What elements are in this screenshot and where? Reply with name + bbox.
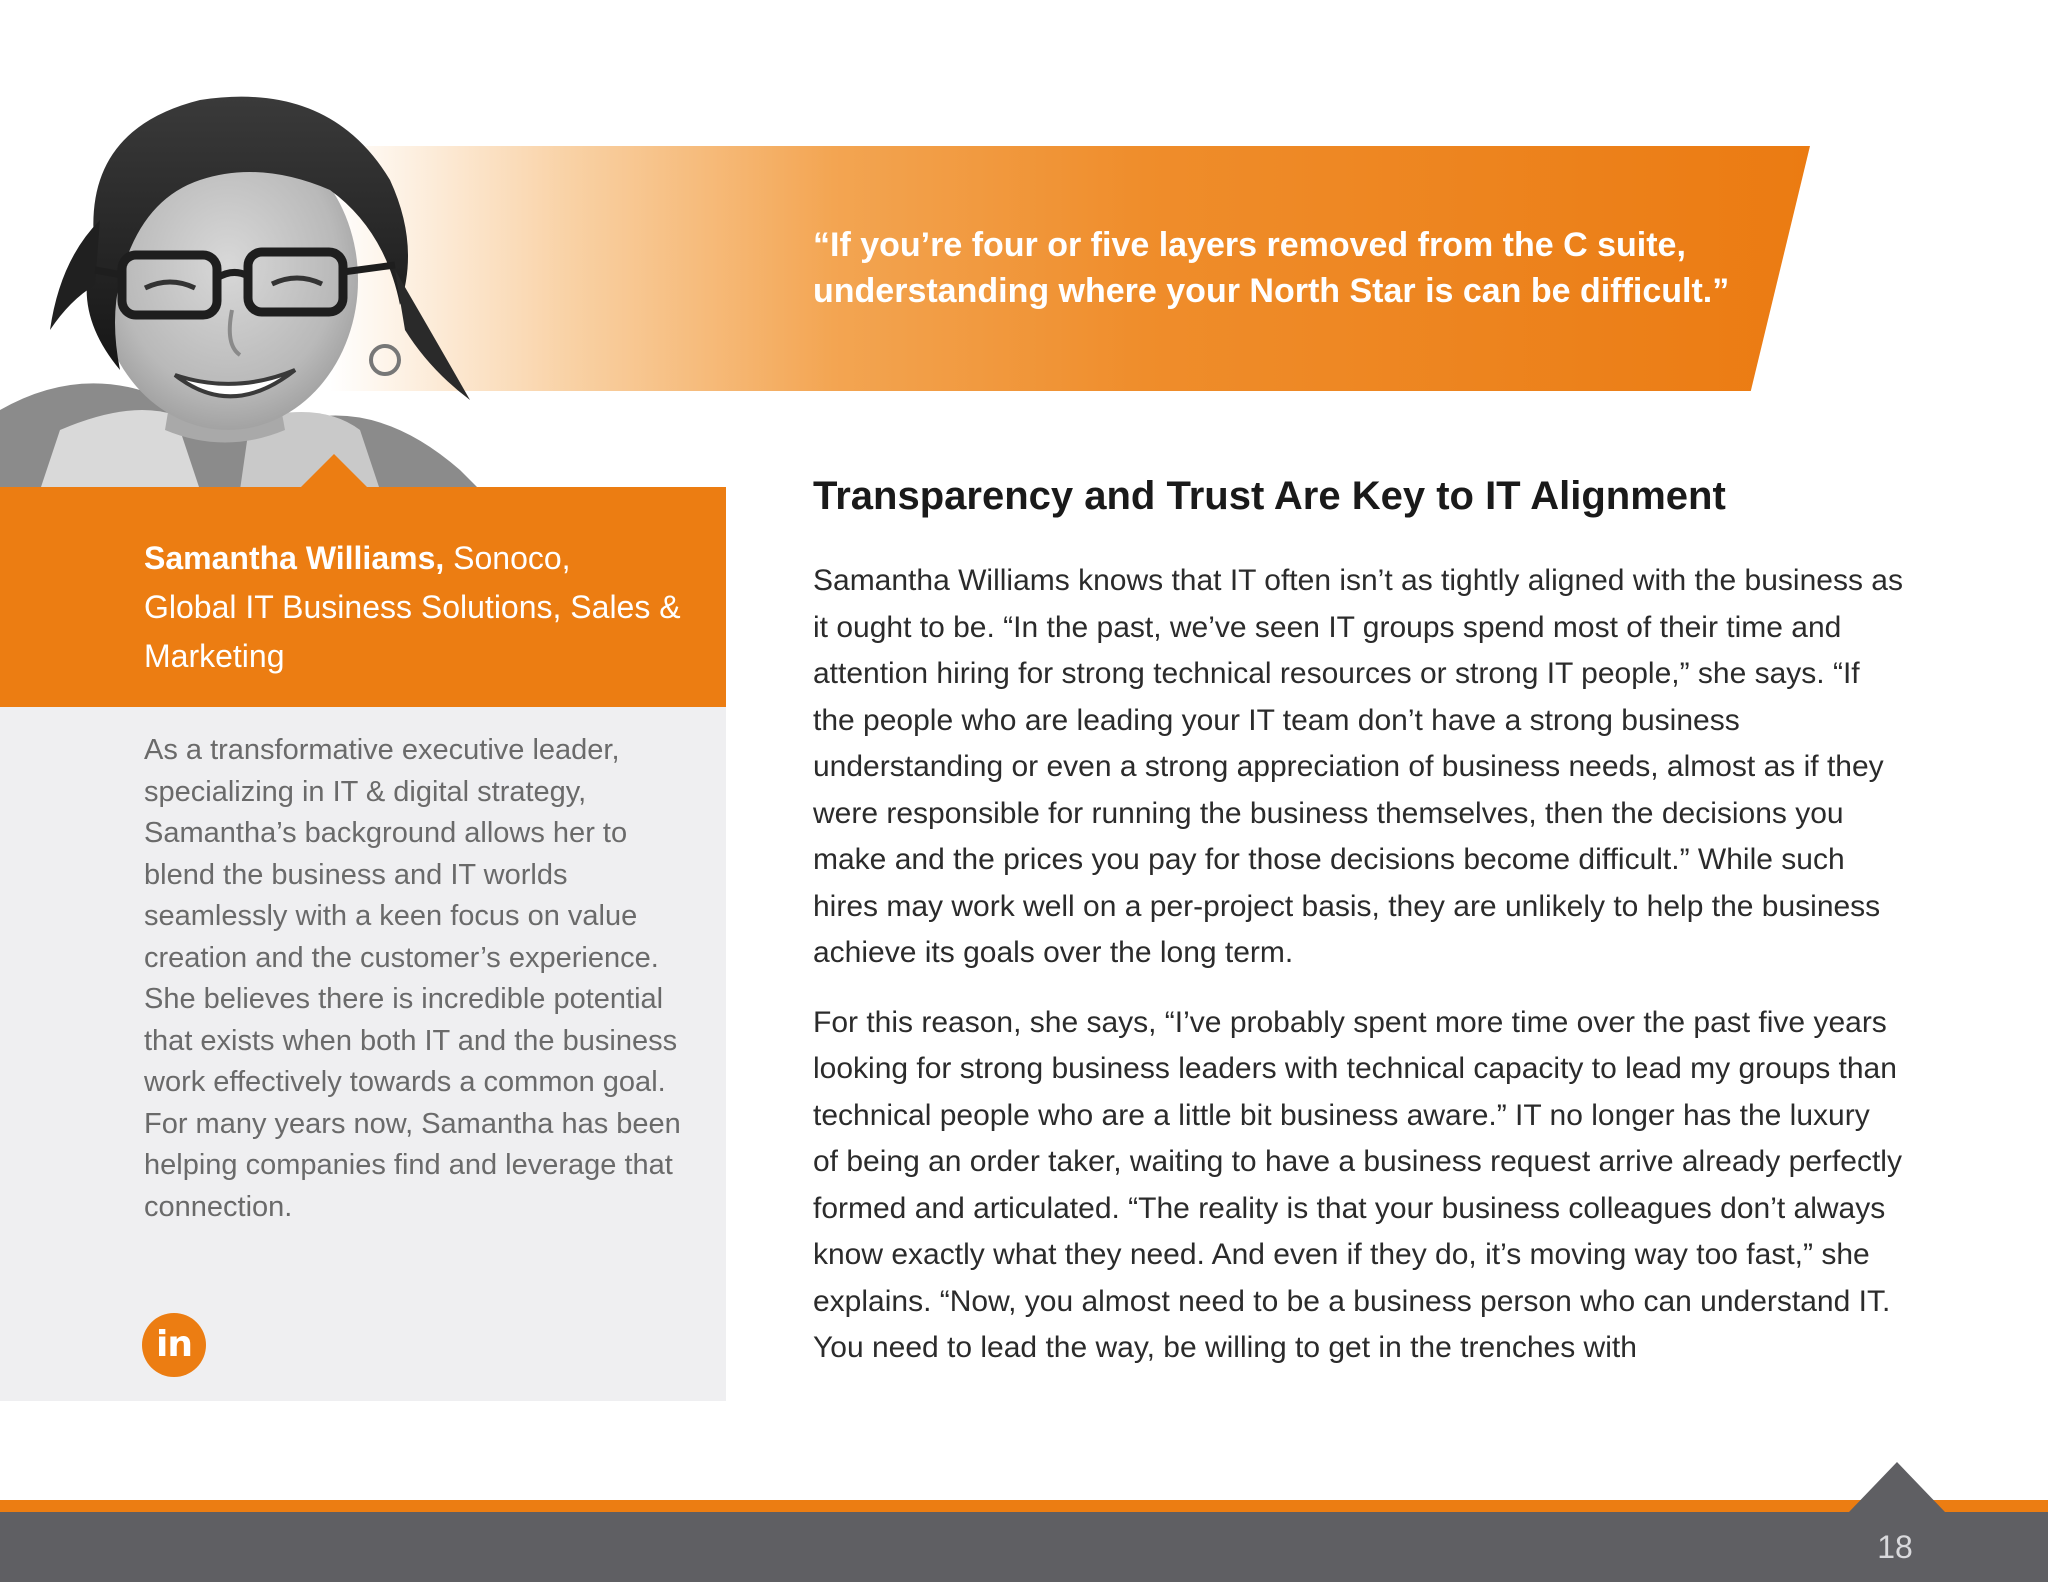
profile-title: Global IT Business Solutions, Sales & Marketing <box>144 589 681 674</box>
page-number: 18 <box>1877 1529 1913 1565</box>
article-body <box>813 558 1903 1395</box>
profile-company: Sonoco, <box>444 540 571 576</box>
profile-name: Samantha Williams, <box>144 540 445 576</box>
profile-name-block <box>144 534 714 681</box>
footer-notch <box>1849 1462 1945 1512</box>
footer-accent-line <box>0 1500 2048 1512</box>
linkedin-icon[interactable]: in <box>142 1313 206 1377</box>
article-paragraph-1: Samantha Williams knows that IT often isn’t as tightly aligned with the business as it ought to be. “In the past, we’ve seen IT groups spend most of their time and attention hiring for strong technical resources or strong IT people,” she says. “If the people who are leading your IT team don’t have a strong business understanding or even a strong appreciation of business needs, almost as if they were responsible for running the business themselves, then the decisions you make and the prices you pay for those decisions become difficult.” While such hires may work well on a per-project basis, they are unlikely to help the business achieve its goals over the long term. <box>813 564 1903 969</box>
pull-quote-line-2: understanding where your North Star is can be difficult.” <box>813 272 1730 310</box>
footer-bar <box>0 1512 2048 1582</box>
article-heading: Transparency and Trust Are Key to IT Alignment <box>813 474 1726 518</box>
pull-quote-line-1: “If you’re four or five layers removed from the C suite, <box>813 226 1686 264</box>
portrait-photo <box>0 70 500 490</box>
profile-bio: As a transformative executive leader, specializing in IT & digital strategy, Samantha’s background allows her to blend the business and IT worlds seamlessly with a keen focus on value creation and the customer’s experience. She believes there is incredible potential that exists when both IT and the business work effectively towards a common goal. For many years now, Samantha has been helping companies find and leverage that connection. <box>144 734 681 1223</box>
pull-quote <box>813 222 1773 314</box>
article-paragraph-2: For this reason, she says, “I’ve probably spent more time over the past five years looking for strong business leaders with technical capacity to lead my groups than technical people who are a little bit business aware.” IT no longer has the luxury of being an order taker, waiting to have a business request arrive already perfectly formed and articulated. “The reality is that your business colleagues don’t always know exactly what they need. And even if they do, it’s moving way too fast,” she explains. “Now, you almost need to be a business person who can understand IT. You need to lead the way, be willing to get in the trenches with <box>813 1005 1902 1364</box>
profile-notch <box>300 454 368 488</box>
